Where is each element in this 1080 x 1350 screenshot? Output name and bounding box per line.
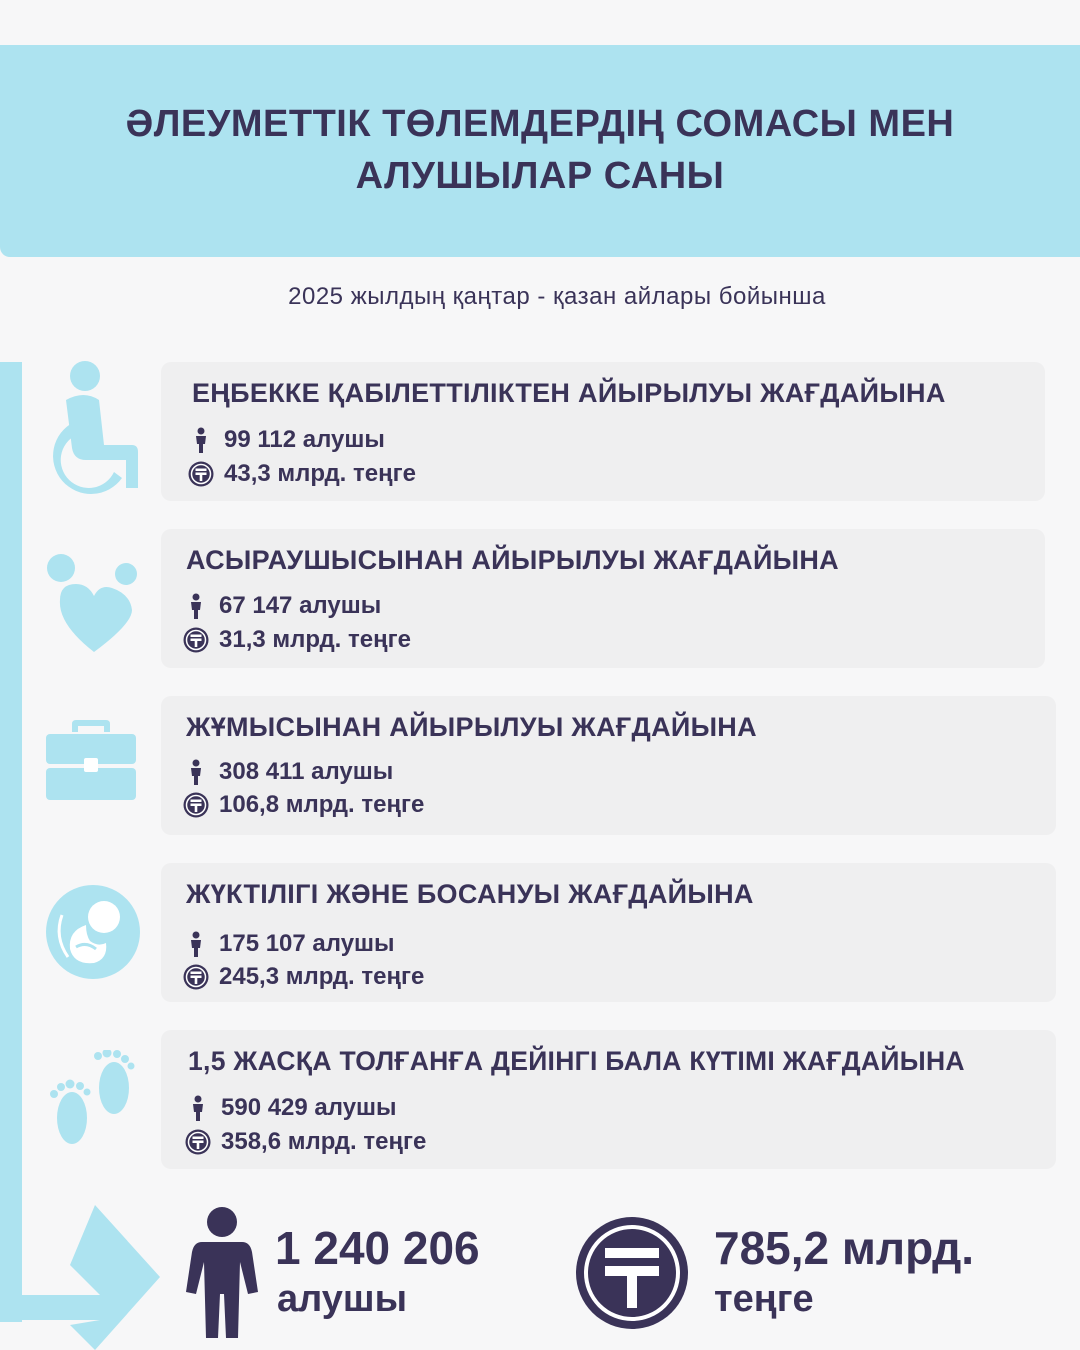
- tenge-coin-icon: [183, 964, 209, 990]
- person-large-icon: [186, 1206, 258, 1338]
- category-card-childcare: [161, 1030, 1056, 1169]
- category-title: 1,5 ЖАСҚА ТОЛҒАНҒА ДЕЙІНГІ БАЛА КҮТІМІ ЖАҒДАЙЫНА: [188, 1046, 965, 1076]
- person-icon: [183, 931, 209, 957]
- person-icon: [183, 759, 209, 785]
- timeline-bar: [0, 362, 22, 1322]
- total-recipients-number: 1 240 206: [275, 1222, 480, 1274]
- category-card-breadwinner: [161, 529, 1045, 668]
- amount-value: 106,8 млрд. теңге: [219, 791, 425, 818]
- amount-stat: [183, 963, 424, 991]
- total-amount-number: 785,2 млрд.: [714, 1222, 975, 1274]
- category-card-job-loss: [161, 696, 1056, 835]
- category-title: ЕҢБЕККЕ ҚАБІЛЕТТІЛІКТЕН АЙЫРЫЛУЫ ЖАҒДАЙЫНА: [192, 378, 946, 408]
- page-title: [60, 98, 1020, 202]
- amount-value: 245,3 млрд. теңге: [219, 963, 425, 990]
- category-card-disability: [161, 362, 1045, 501]
- tenge-coin-icon: [185, 1129, 211, 1155]
- recipients-stat: [183, 592, 381, 620]
- recipients-count: 175 107 алушы: [219, 930, 395, 957]
- recipients-stat: [185, 1094, 397, 1122]
- recipients-stat: [188, 426, 385, 454]
- amount-value: 358,6 млрд. теңге: [221, 1128, 427, 1155]
- amount-value: 31,3 млрд. теңге: [219, 626, 411, 653]
- total-recipients-unit: алушы: [277, 1278, 408, 1320]
- person-icon: [185, 1095, 211, 1121]
- recipients-stat: [183, 930, 395, 958]
- recipients-stat: [183, 758, 393, 786]
- total-amount-unit: теңге: [714, 1278, 814, 1320]
- amount-value: 43,3 млрд. теңге: [224, 460, 416, 487]
- category-title: ЖҮКТІЛІГІ ЖӘНЕ БОСАНУЫ ЖАҒДАЙЫНА: [186, 879, 754, 909]
- family-heart-icon: [44, 552, 140, 652]
- wheelchair-icon: [44, 360, 140, 502]
- pregnancy-icon: [46, 885, 140, 979]
- category-card-maternity: [161, 863, 1056, 1002]
- recipients-count: 590 429 алушы: [221, 1094, 397, 1121]
- amount-stat: [183, 626, 411, 654]
- tenge-coin-icon: [183, 627, 209, 653]
- recipients-count: 308 411 алушы: [219, 758, 394, 785]
- category-title: ЖҰМЫСЫНАН АЙЫРЫЛУЫ ЖАҒДАЙЫНА: [186, 712, 757, 742]
- page-title-line1: ӘЛЕУМЕТТІК ТӨЛЕМДЕРДІҢ СОМАСЫ МЕН: [125, 103, 955, 145]
- person-icon: [188, 427, 214, 453]
- category-title: АСЫРАУШЫСЫНАН АЙЫРЫЛУЫ ЖАҒДАЙЫНА: [186, 545, 839, 575]
- tenge-coin-icon: [183, 792, 209, 818]
- amount-stat: [183, 791, 424, 819]
- period-subtitle: 2025 жылдың қаңтар - қазан айлары бойынша: [288, 283, 826, 310]
- baby-footprints-icon: [44, 1050, 140, 1150]
- amount-stat: [185, 1128, 426, 1156]
- page-title-line2: АЛУШЫЛАР САНЫ: [355, 155, 725, 197]
- tenge-coin-large-icon: [575, 1216, 689, 1330]
- tenge-coin-icon: [188, 461, 214, 487]
- recipients-count: 99 112 алушы: [224, 426, 385, 453]
- person-icon: [183, 593, 209, 619]
- arrow-right-icon: [0, 1205, 165, 1350]
- recipients-count: 67 147 алушы: [219, 592, 382, 619]
- amount-stat: [188, 460, 416, 488]
- briefcase-icon: [46, 718, 136, 800]
